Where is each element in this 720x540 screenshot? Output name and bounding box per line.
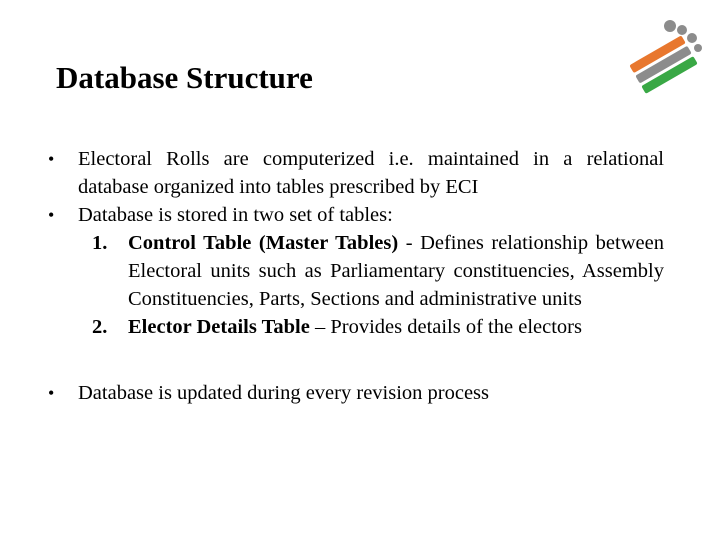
bullet-item xyxy=(48,201,664,229)
bullet-text: Database is stored in two set of tables: xyxy=(78,204,393,226)
item-heading: Elector Details Table xyxy=(128,316,310,338)
spacer xyxy=(48,341,664,379)
item-number: 2. xyxy=(92,316,108,338)
bullet-icon: • xyxy=(48,383,55,403)
item-text: - Defines relationship between Electoral units such as Parliamentary constituencies, Assembly Constituencies, Parts, Sections and administrative units xyxy=(128,232,664,310)
item-heading: Control Table (Master Tables) xyxy=(128,232,399,254)
item-text: – Provides details of the electors xyxy=(309,316,582,338)
bullet-item xyxy=(48,145,664,201)
bullet-item xyxy=(48,379,664,407)
election-commission-logo-icon xyxy=(612,8,712,108)
logo-dot-2 xyxy=(677,25,687,35)
item-number: 1. xyxy=(92,232,108,254)
bullet-icon: • xyxy=(48,205,55,225)
numbered-item xyxy=(48,313,664,341)
bullet-icon: • xyxy=(48,149,55,169)
slide-title: Database Structure xyxy=(56,60,313,95)
logo-dot-1 xyxy=(664,20,676,32)
logo-dot-4 xyxy=(694,44,702,52)
logo-dot-3 xyxy=(687,33,697,43)
logo-graphic xyxy=(629,20,702,94)
numbered-item xyxy=(48,229,664,313)
bullet-text: Electoral Rolls are computerized i.e. maintained in a relational database organized into tables prescribed by ECI xyxy=(78,148,664,198)
slide-content xyxy=(48,145,664,407)
bullet-text: Database is updated during every revision process xyxy=(78,382,490,404)
